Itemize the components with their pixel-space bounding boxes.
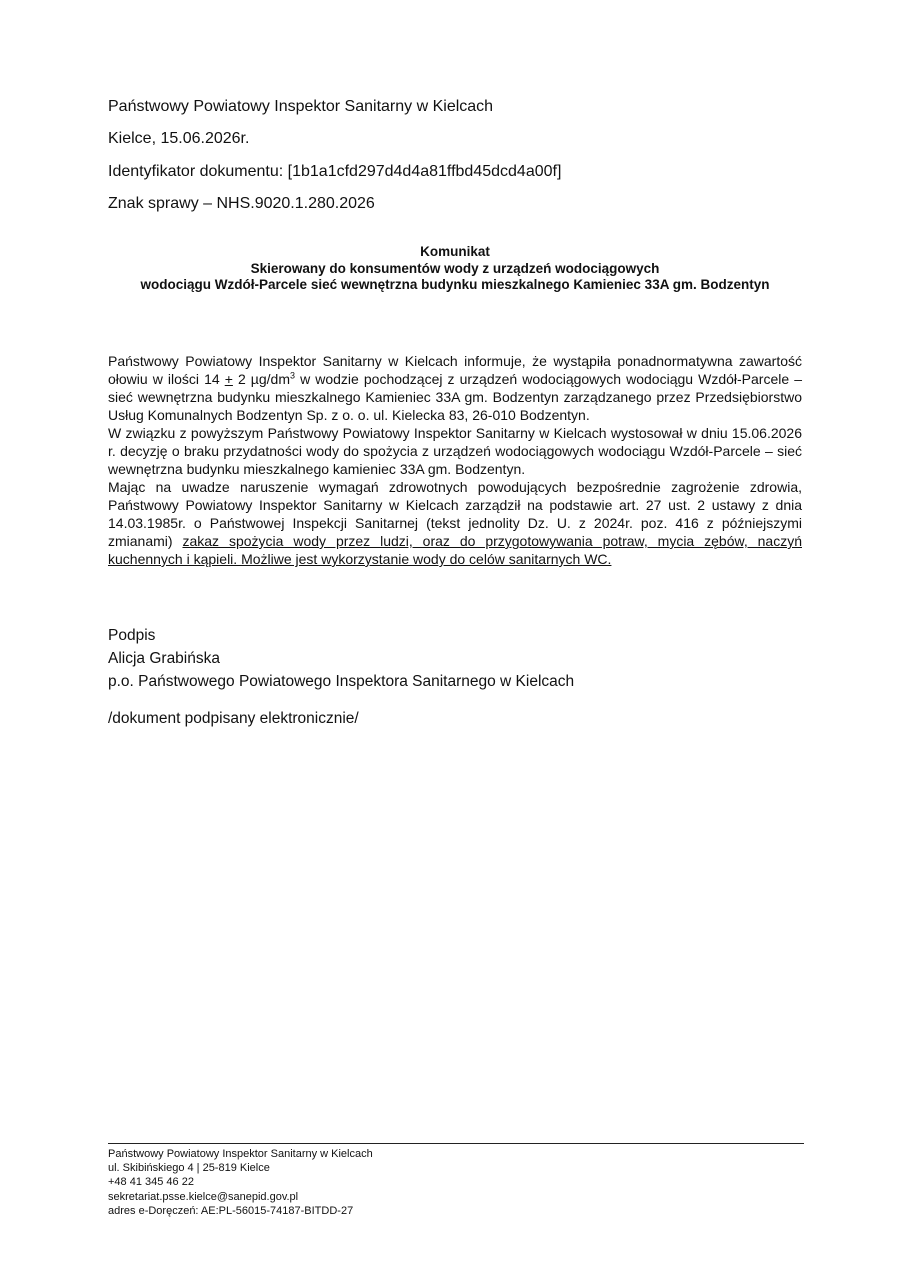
footer-email: sekretariat.psse.kielce@sanepid.gov.pl	[108, 1190, 299, 1203]
signatory-name: Alicja Grabińska	[108, 650, 220, 667]
p3-text-a: Mając na uwadze naruszenie wymagań zdrowotnych powodujących bezpośrednie zagrożenie zdrowia, Państwowy Powiatowy Inspektor Sanitarny w Kielcach zarządził na podstawie art. 27 ust. 2 ustawy z dnia 14.03.1985r. o Państwowej Inspekcji Sanitarnej (tekst jednolity Dz. U. z 2024r. poz. 416 z późniejszymi zmianami)	[108, 479, 802, 549]
signature-label: Podpis	[108, 627, 156, 644]
p1-text-c: w wodzie pochodzącej z urządzeń wodociągowych wodociągu Wzdół-Parcele – sieć wewnętrzna budynku mieszkalnego Kamieniec 33A gm. Bodzentyn zarządzanego przez Przedsiębiorstwo Usług Komunalnych Bodzentyn Sp. z o. o. ul. Kielecka 83, 26-010 Bodzentyn.	[108, 371, 802, 423]
body-paragraph-3	[108, 478, 802, 568]
footer-phone: +48 41 345 46 22	[108, 1176, 194, 1189]
body-paragraph-1	[108, 352, 802, 424]
document-identifier: Identyfikator dokumentu: [1b1a1cfd297d4d4a81ffbd45dcd4a00f]	[108, 163, 562, 180]
authority-heading: Państwowy Powiatowy Inspektor Sanitarny w Kielcach	[108, 98, 494, 115]
signatory-role: p.o. Państwowego Powiatowego Inspektora Sanitarnego w Kielcach	[108, 673, 575, 690]
title-line-1: Komunikat	[420, 244, 490, 259]
electronic-signature-note: /dokument podpisany elektronicznie/	[108, 710, 359, 727]
unit-superscript: 3	[290, 370, 296, 381]
document-date: Kielce, 15.06.2026r.	[108, 130, 250, 147]
footer-org: Państwowy Powiatowy Inspektor Sanitarny w Kielcach	[108, 1148, 373, 1160]
p1-text-a: Państwowy Powiatowy Inspektor Sanitarny w Kielcach informuje, że wystąpiła ponadnormatywna zawartość ołowiu w ilości 14	[108, 353, 802, 387]
ban-statement: zakaz spożycia wody przez ludzi, oraz do przygotowywania potraw, mycia zębów, naczyń kuchennych i kąpieli. Możliwe jest wykorzystanie wody do celów sanitarnych WC.	[108, 533, 802, 567]
footer-address: ul. Skibińskiego 4 | 25-819 Kielce	[108, 1162, 270, 1175]
body-paragraph-2: W związku z powyższym Państwowy Powiatowy Inspektor Sanitarny w Kielcach wystosował w dniu 15.06.2026 r. decyzję o braku przydatności wody do spożycia z urządzeń wodociągowych wodociągu Wzdół-Parcele – sieć wewnętrzna budynku mieszkalnego kamieniec 33A gm. Bodzentyn.	[108, 425, 802, 477]
title-line-3: wodociągu Wzdół-Parcele sieć wewnętrzna budynku mieszkalnego Kamieniec 33A gm. Bodzentyn	[140, 277, 770, 292]
title-line-2: Skierowany do konsumentów wody z urządzeń wodociągowych	[250, 260, 660, 276]
plus-minus-sign: +	[224, 371, 233, 387]
signature-block	[108, 624, 574, 693]
footer-divider	[108, 1143, 804, 1144]
footer	[108, 1147, 373, 1218]
case-number: Znak sprawy – NHS.9020.1.280.2026	[108, 195, 375, 212]
p1-text-b: 2 µg/dm	[232, 371, 290, 387]
footer-edelivery: adres e-Doręczeń: AE:PL-56015-74187-BITDD-27	[108, 1204, 354, 1217]
announcement-body	[108, 352, 802, 568]
announcement-title	[108, 244, 802, 294]
